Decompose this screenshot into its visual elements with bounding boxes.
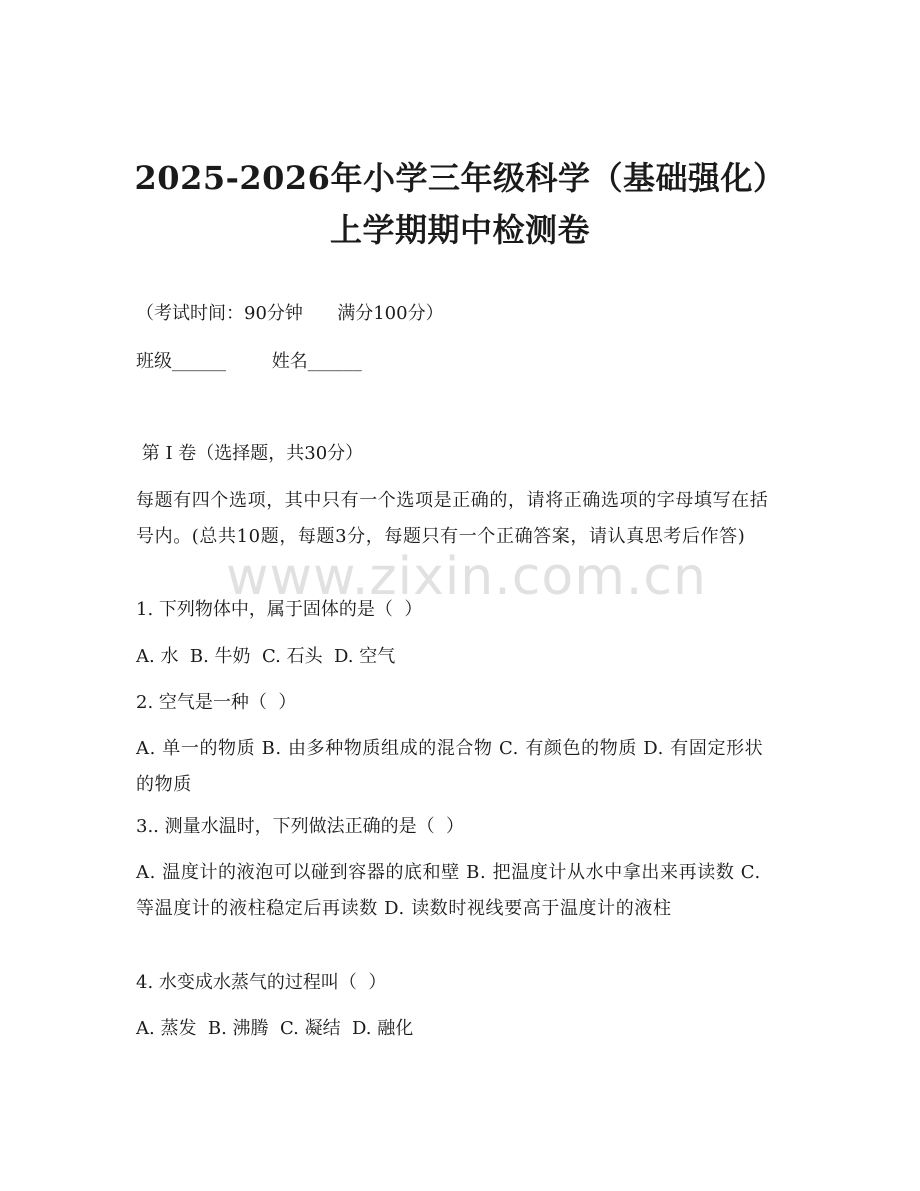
section-heading: 第 I 卷（选择题，共30分） bbox=[136, 443, 364, 464]
question-3-stem: 3.. 测量水温时，下列做法正确的是（ ） bbox=[136, 816, 465, 837]
exam-title-line-1: 2025-2026年小学三年级科学（基础强化） bbox=[134, 159, 786, 197]
question-2-stem: 2. 空气是一种（ ） bbox=[136, 692, 297, 713]
class-name-line: 班级______ 姓名______ bbox=[136, 351, 362, 372]
question-1-options: A. 水 B. 牛奶 C. 石头 D. 空气 bbox=[136, 646, 396, 667]
question-3-options: A. 温度计的液泡可以碰到容器的底和壁 B. 把温度计从水中拿出来再读数 C. 等温度计的液柱稳定后再读数 D. 读数时视线要高于温度计的液柱 bbox=[136, 862, 761, 919]
watermark: www.zixin.com.cn bbox=[226, 547, 707, 607]
question-2-options: A. 单一的物质 B. 由多种物质组成的混合物 C. 有颜色的物质 D. 有固定形状的物质 bbox=[136, 738, 764, 795]
exam-info: （考试时间：90分钟 满分100分） bbox=[136, 303, 444, 324]
exam-title-line-2: 上学期期中检测卷 bbox=[329, 211, 590, 249]
question-1-stem: 1. 下列物体中，属于固体的是（ ） bbox=[136, 599, 423, 620]
question-4-options: A. 蒸发 B. 沸腾 C. 凝结 D. 融化 bbox=[136, 1018, 414, 1039]
question-4-stem: 4. 水变成水蒸气的过程叫（ ） bbox=[136, 972, 387, 993]
instructions: 每题有四个选项，其中只有一个选项是正确的，请将正确选项的字母填写在括号内。(总共10题，每题3分，每题只有一个正确答案，请认真思考后作答) bbox=[136, 490, 769, 547]
